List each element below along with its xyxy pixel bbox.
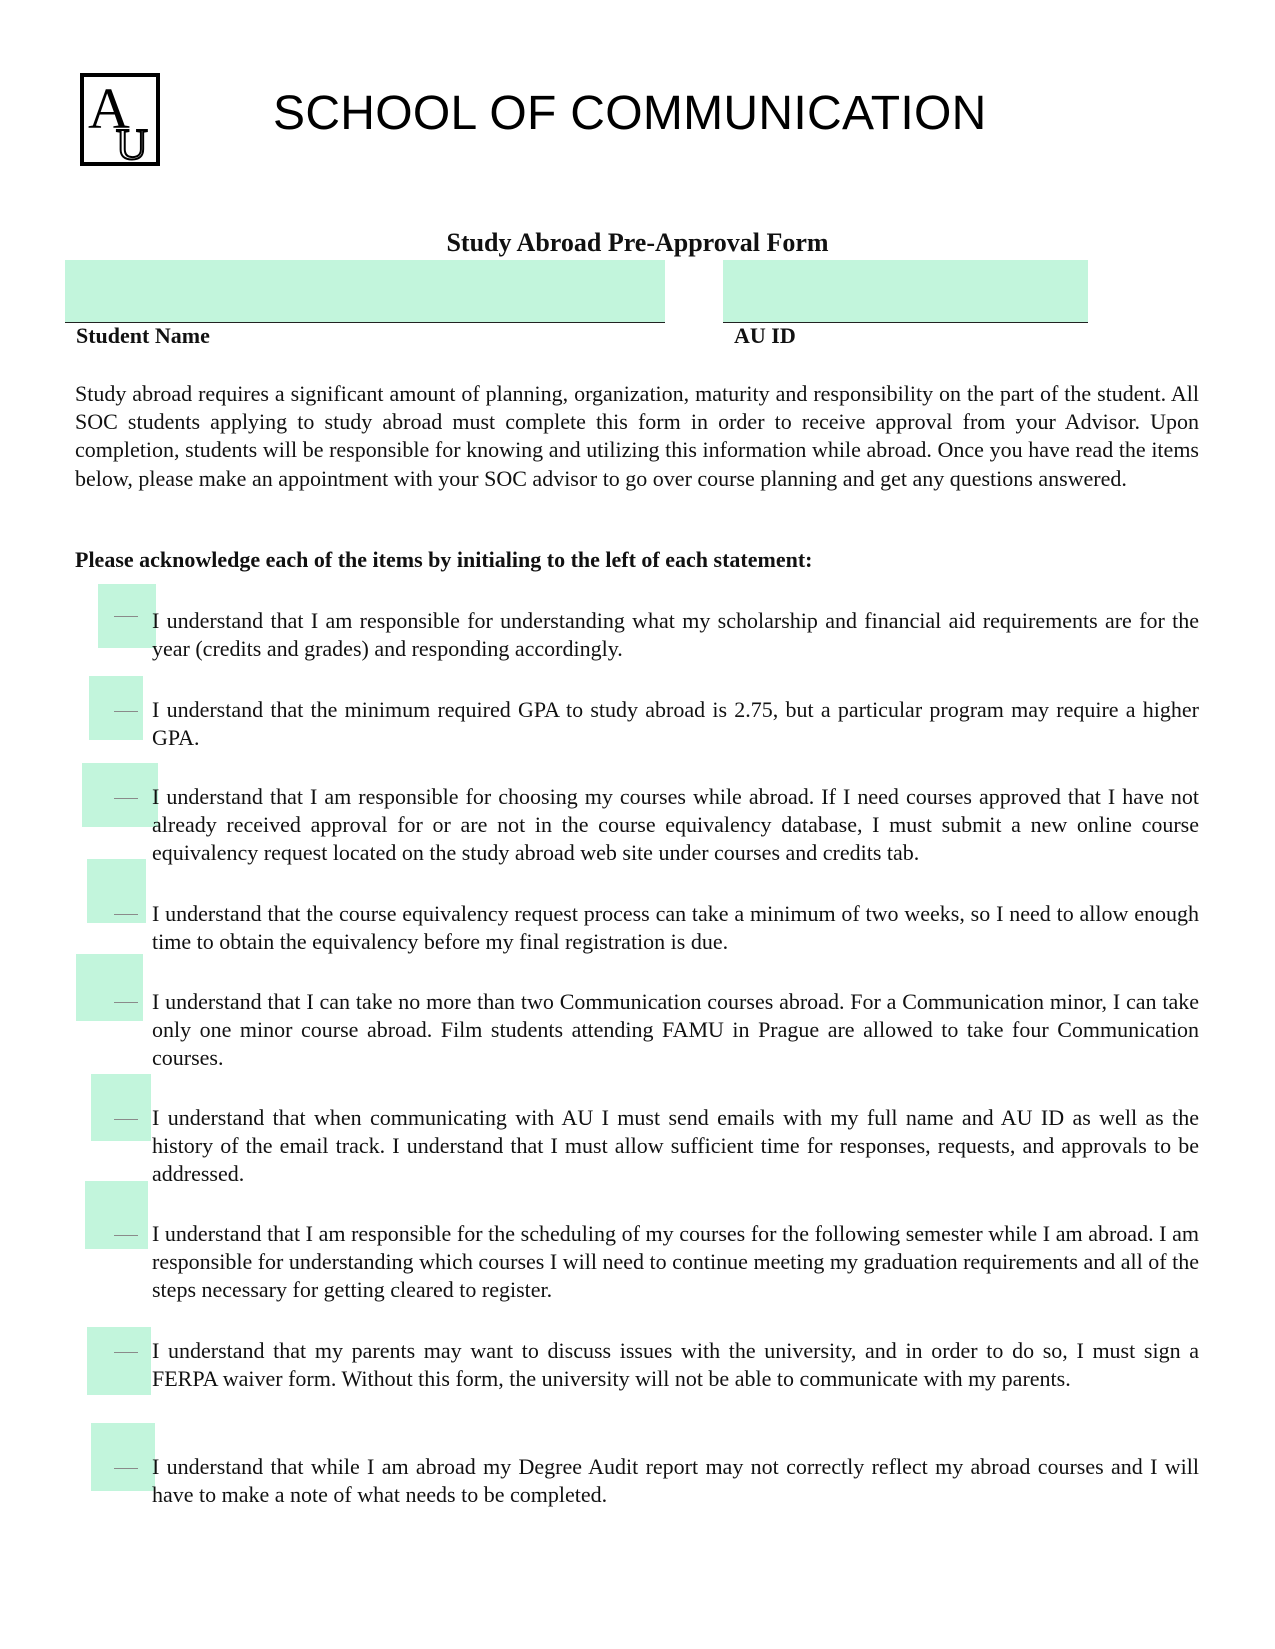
initial-line-5 (114, 1002, 138, 1003)
initial-field-5[interactable] (76, 954, 143, 1021)
au-id-field[interactable] (723, 260, 1088, 323)
initial-line-8 (114, 1352, 138, 1353)
statement-5: I understand that I can take no more than two Communication courses abroad. For a Communication minor, I can take only one minor course abroad. Film students attending FAMU in Prague are allowed to take four Communication courses. (152, 989, 1199, 1071)
initial-line-6 (114, 1119, 138, 1120)
svg-text:A: A (88, 76, 130, 141)
statement-6: I understand that when communicating with AU I must send emails with my full name and AU ID as well as the history of the email track. I understand that I must allow sufficient time for responses, requests, and approvals to be addressed. (152, 1105, 1199, 1187)
statement-2: I understand that the minimum required GPA to study abroad is 2.75, but a particular program may require a higher GPA. (152, 697, 1199, 751)
au-logo-icon (80, 73, 160, 166)
initial-field-7[interactable] (85, 1181, 148, 1249)
statement-4: I understand that the course equivalency request process can take a minimum of two weeks, so I need to allow enough time to obtain the equivalency before my final registration is due. (152, 901, 1199, 955)
student-name-field[interactable] (65, 260, 665, 323)
initial-line-1 (114, 616, 138, 617)
svg-text:U: U (116, 120, 148, 166)
initial-line-7 (114, 1235, 138, 1236)
initial-line-4 (114, 914, 138, 915)
statement-3: I understand that I am responsible for choosing my courses while abroad. If I need courses approved that I have not already received approval for or are not in the course equivalency database, I must submit a new online course equivalency request located on the study abroad web site under courses and credits tab. (152, 784, 1199, 866)
intro-paragraph: Study abroad requires a significant amount of planning, organization, maturity and responsibility on the part of the student. All SOC students applying to study abroad must complete this form in order to receive approval from your Advisor. Upon completion, students will be responsible for knowing and utilizing this information while abroad. Once you have read the items below, please make an appointment with your SOC advisor to go over course planning and get any questions answered. (75, 381, 1199, 491)
statement-9: I understand that while I am abroad my Degree Audit report may not correctly reflect my abroad courses and I will have to make a note of what needs to be completed. (152, 1454, 1199, 1508)
student-name-label: Student Name (76, 323, 210, 348)
acknowledge-heading: Please acknowledge each of the items by initialing to the left of each statement: (75, 547, 813, 572)
form-title: Study Abroad Pre-Approval Form (446, 228, 829, 257)
statement-1: I understand that I am responsible for understanding what my scholarship and financial aid requirements are for the year (credits and grades) and responding accordingly. (152, 608, 1199, 662)
initial-line-9 (114, 1468, 138, 1469)
statement-8: I understand that my parents may want to discuss issues with the university, and in order to do so, I must sign a FERPA waiver form. Without this form, the university will not be able to communicate with my parents. (152, 1338, 1199, 1392)
au-id-label: AU ID (734, 323, 796, 348)
initial-field-2[interactable] (89, 676, 143, 740)
initial-field-3[interactable] (82, 763, 158, 827)
initial-line-3 (114, 798, 138, 799)
initial-line-2 (114, 711, 138, 712)
school-title: SCHOOL OF COMMUNICATION (273, 87, 987, 140)
statement-7: I understand that I am responsible for the scheduling of my courses for the following semester while I am abroad. I am responsible for understanding which courses I will need to continue meeting my graduation requirements and all of the steps necessary for getting cleared to register. (152, 1221, 1199, 1303)
initial-field-6[interactable] (91, 1074, 151, 1141)
initial-field-8[interactable] (87, 1327, 151, 1395)
initial-field-9[interactable] (91, 1423, 155, 1491)
